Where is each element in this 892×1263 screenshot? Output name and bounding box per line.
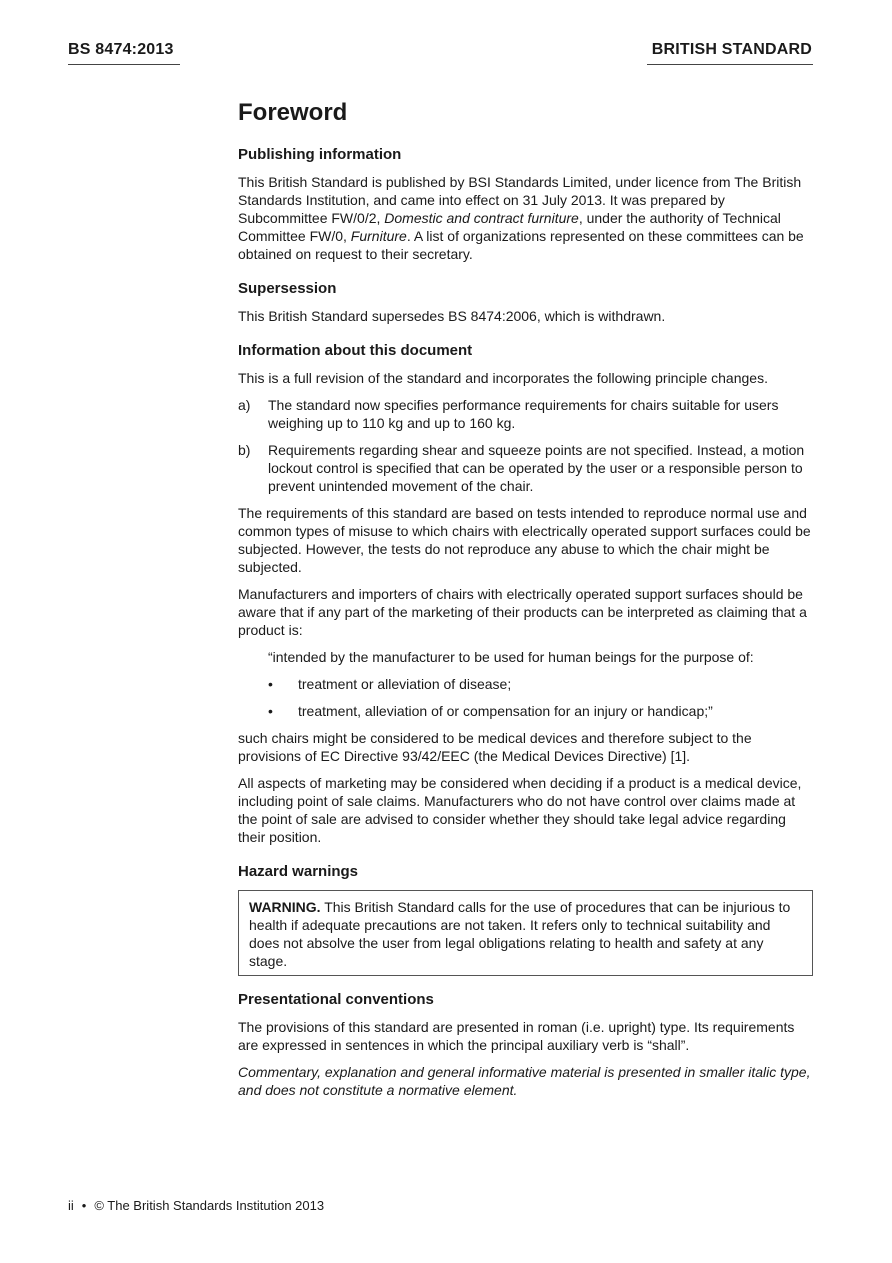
info-paragraph-2: The requirements of this standard are based on tests intended to reproduce normal use and common types of misuse to which chairs with electrically operated support surfaces could be subjected. However, the tests do not reproduce any abuse to which the chair might be subjected. bbox=[238, 505, 811, 575]
conventions-paragraph-2: Commentary, explanation and general informative material is presented in smaller italic type, and does not constitute a normative element. bbox=[238, 1064, 811, 1098]
publishing-text-1: This British Standard is published by BSI Standards Limited, under licence from The British Standards Institution, and came into effect on 31 July 2013. It was prepared by Subcommittee FW/0/2, bbox=[238, 174, 802, 226]
warning-text: This British Standard calls for the use of procedures that can be injurious to health if adequate precautions are not taken. It refers only to technical suitability and does not absolve the user from legal obligations relating to health and safety at any stage. bbox=[249, 899, 791, 969]
info-heading: Information about this document bbox=[238, 342, 473, 359]
hazard-heading: Hazard warnings bbox=[238, 863, 359, 880]
info-paragraph-5: All aspects of marketing may be considered when deciding if a product is a medical device, including point of sale claims. Manufacturers who do not have control over claims made at the point of sale are advised to consider whether they should take legal advice regarding their position. bbox=[238, 775, 802, 845]
page-content bbox=[238, 97, 813, 1108]
page-title: Foreword bbox=[238, 99, 348, 126]
list-item bbox=[238, 441, 813, 495]
list-item-text: Requirements regarding shear and squeeze points are not specified. Instead, a motion lockout control is specified that can be operated by the user or a responsible person to prevent unintended movement of the chair. bbox=[268, 442, 805, 494]
list-item-label: b) bbox=[238, 442, 251, 458]
info-paragraph-4: such chairs might be considered to be medical devices and therefore subject to the provisions of EC Directive 93/42/EEC (the Medical Devices Directive) [1]. bbox=[238, 730, 752, 764]
publishing-heading: Publishing information bbox=[238, 146, 402, 163]
document-id: BS 8474:2013 bbox=[68, 41, 174, 58]
page-footer bbox=[68, 1198, 332, 1213]
definition-quote: “intended by the manufacturer to be used for human beings for the purpose of: bbox=[268, 649, 754, 665]
page-number: ii bbox=[68, 1198, 74, 1213]
document-type: BRITISH STANDARD bbox=[651, 41, 812, 58]
supersession-paragraph: This British Standard supersedes BS 8474:2006, which is withdrawn. bbox=[238, 308, 666, 324]
bullet-text: treatment or alleviation of disease; bbox=[298, 676, 512, 692]
committee-name: Furniture bbox=[350, 228, 407, 244]
header-rule-right bbox=[647, 64, 813, 65]
publishing-text-2: , under the authority of Technical Committee FW/0, bbox=[238, 210, 781, 244]
footer-bullet: • bbox=[81, 1198, 87, 1213]
bullet-mark: • bbox=[268, 676, 273, 692]
conventions-paragraph-1: The provisions of this standard are presented in roman (i.e. upright) type. Its requirements are expressed in sentences in which the principal auxiliary verb is “shall”. bbox=[238, 1019, 795, 1053]
publishing-text-3: . A list of organizations represented on these committees can be obtained on request to their secretary. bbox=[238, 228, 804, 262]
warning-label: WARNING. bbox=[249, 899, 321, 915]
subcommittee-name: Domestic and contract furniture bbox=[384, 210, 579, 226]
copyright-notice: © The British Standards Institution 2013 bbox=[94, 1198, 325, 1213]
list-item bbox=[238, 396, 813, 432]
list-item-label: a) bbox=[238, 397, 251, 413]
info-intro: This is a full revision of the standard and incorporates the following principle changes. bbox=[238, 370, 768, 386]
publishing-paragraph bbox=[238, 173, 813, 263]
info-paragraph-3: Manufacturers and importers of chairs with electrically operated support surfaces should be aware that if any part of the marketing of their products can be interpreted as claiming that a product is: bbox=[238, 586, 807, 638]
supersession-heading: Supersession bbox=[238, 280, 337, 297]
list-item-text: The standard now specifies performance requirements for chairs suitable for users weighing up to 110 kg and up to 160 kg. bbox=[268, 397, 779, 431]
bullet-mark: • bbox=[268, 703, 273, 719]
bullet-text: treatment, alleviation of or compensation for an injury or handicap;” bbox=[298, 703, 713, 719]
bullet-item bbox=[268, 702, 813, 720]
bullet-item bbox=[268, 675, 813, 693]
warning-box bbox=[238, 890, 813, 976]
header-rule-left bbox=[68, 64, 180, 65]
conventions-heading: Presentational conventions bbox=[238, 991, 434, 1008]
